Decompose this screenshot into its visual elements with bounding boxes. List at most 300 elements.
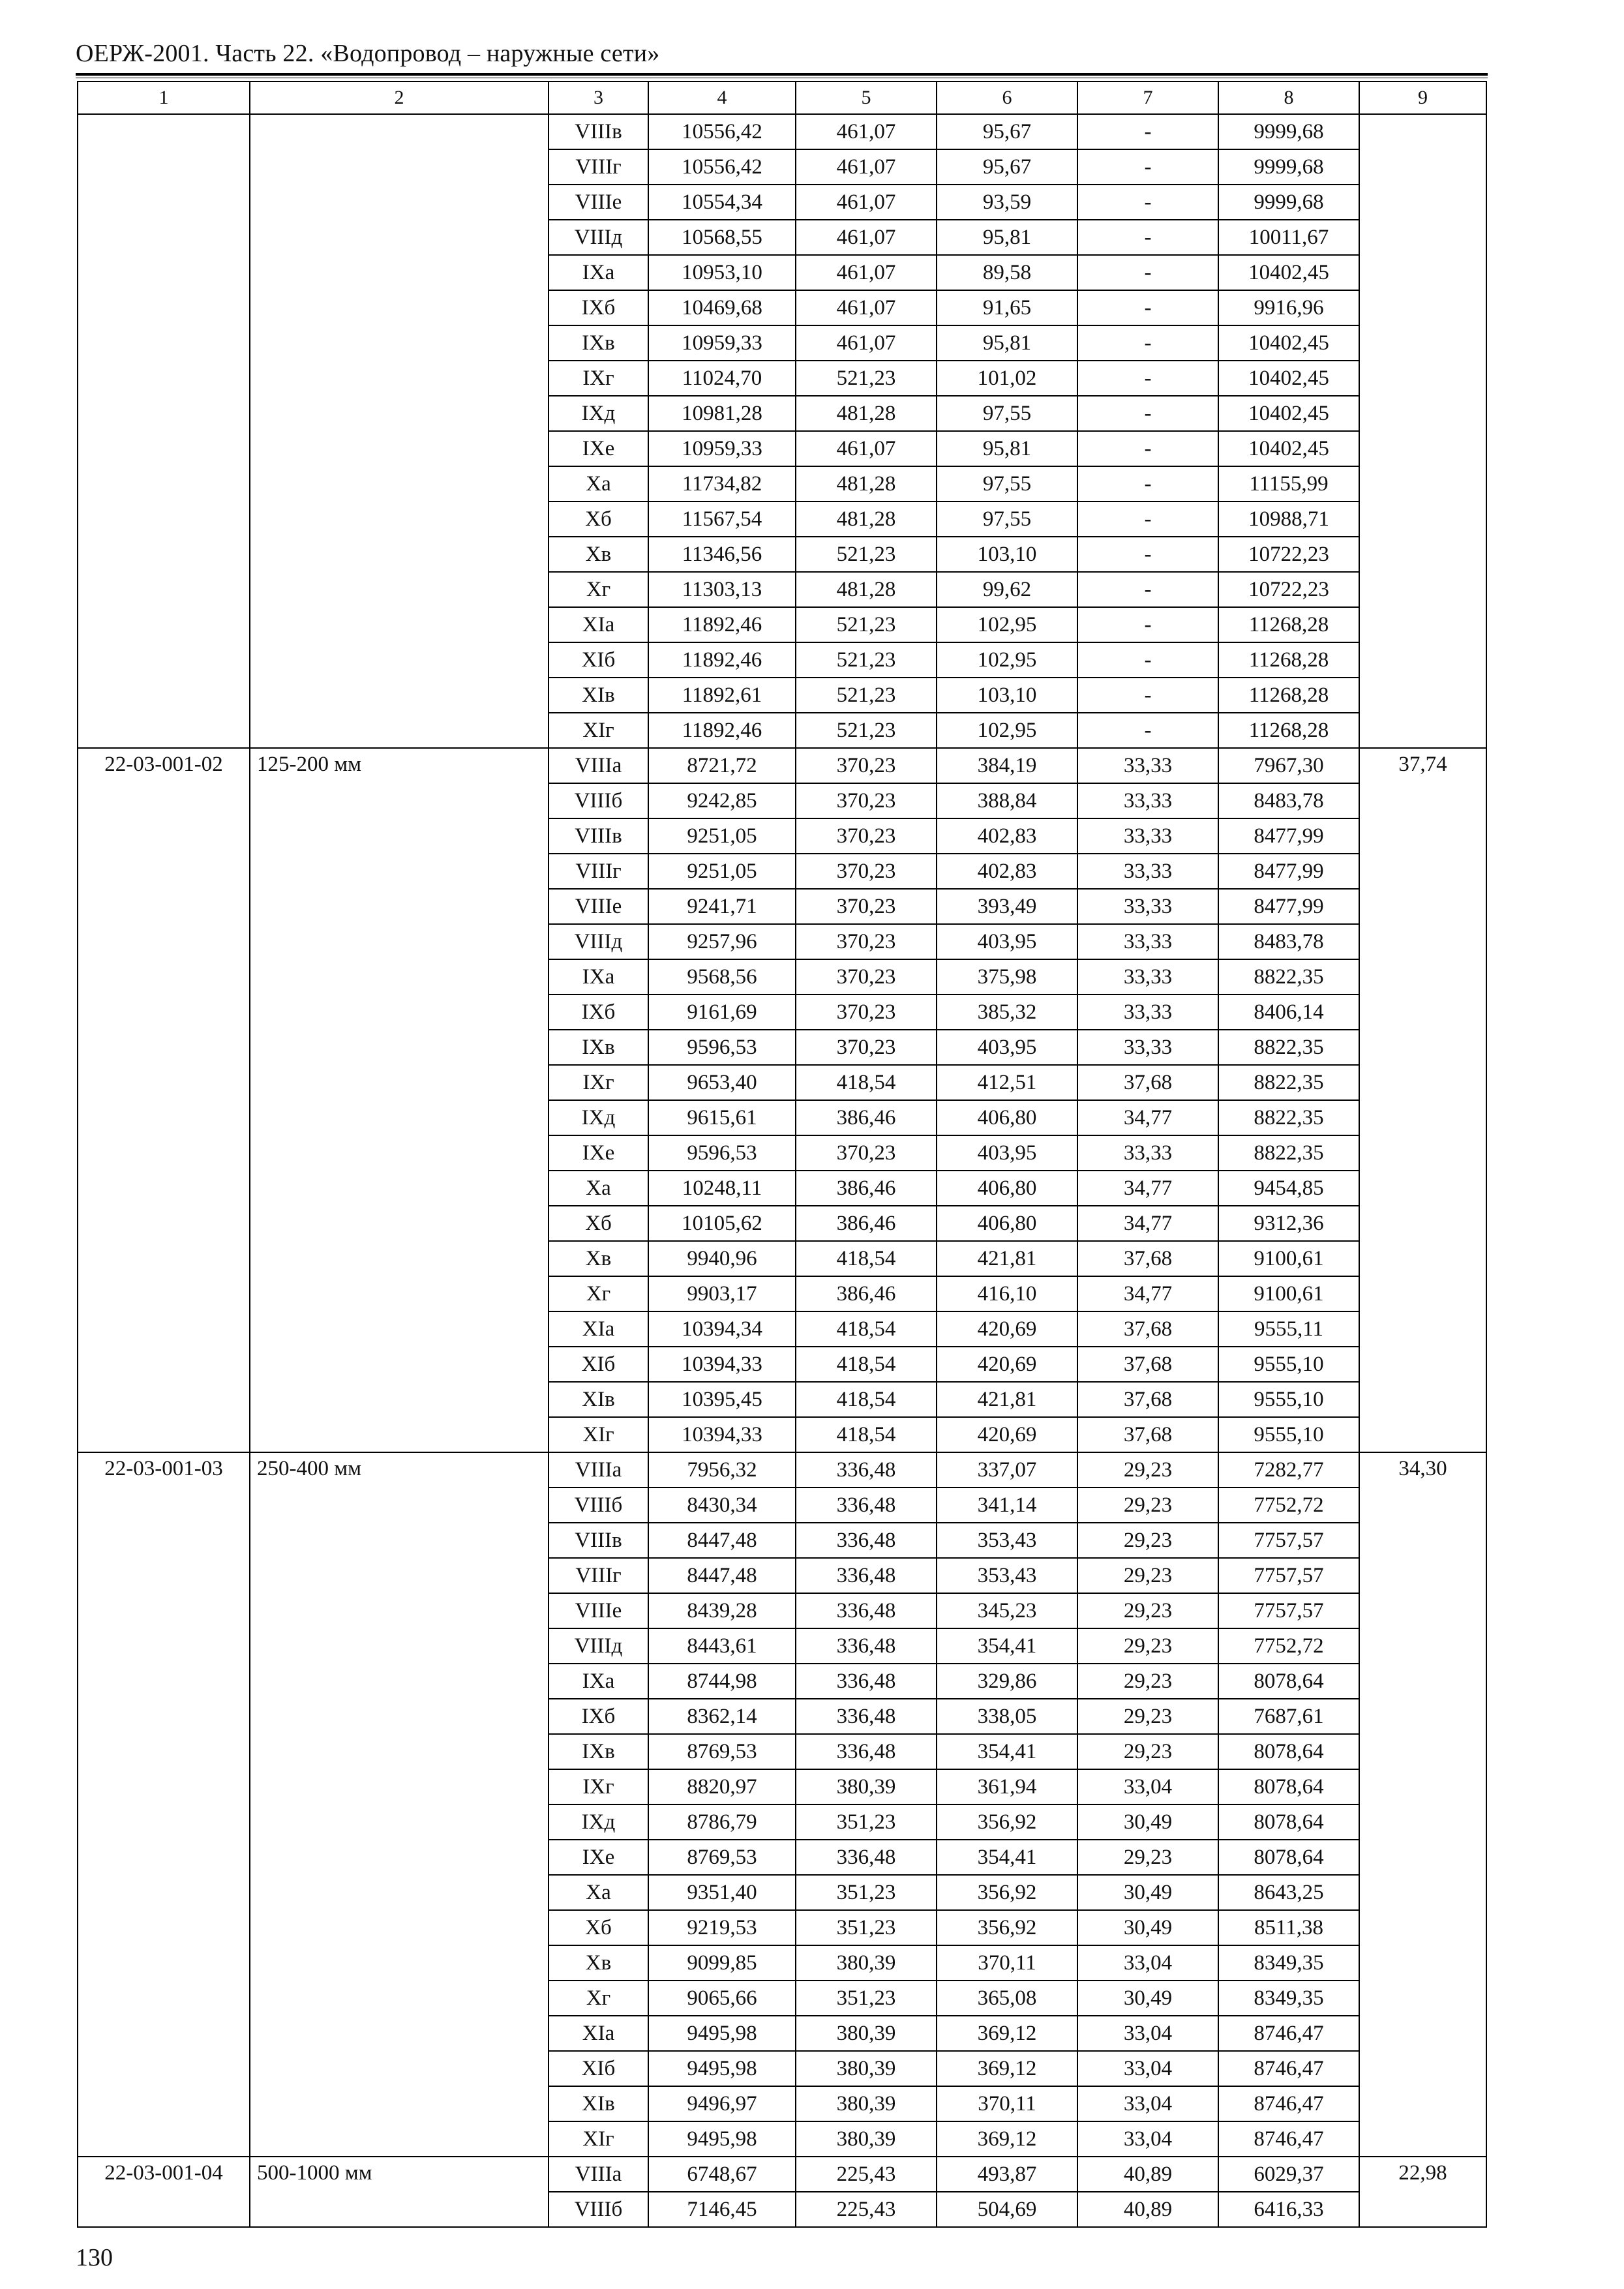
machines-cell: 365,08 [937, 1981, 1077, 2016]
operator-wages-cell: 33,04 [1077, 2016, 1218, 2051]
operator-wages-cell: 33,04 [1077, 2121, 1218, 2157]
zone-cell: XIг [549, 713, 648, 748]
materials-cell: 8746,47 [1218, 2051, 1359, 2086]
operator-wages-cell: 33,33 [1077, 783, 1218, 818]
zone-cell: IXб [549, 995, 648, 1030]
column-header: 3 [549, 82, 648, 114]
column-header: 1 [78, 82, 250, 114]
zone-cell: Xг [549, 1981, 648, 2016]
operator-wages-cell: 33,33 [1077, 1030, 1218, 1065]
pipe-diameter-cell: 125-200 мм [250, 748, 549, 1452]
materials-cell: 8483,78 [1218, 783, 1359, 818]
materials-cell: 8822,35 [1218, 1030, 1359, 1065]
total-cost-cell: 11892,46 [648, 607, 796, 642]
materials-cell: 10722,23 [1218, 572, 1359, 607]
zone-cell: VIIIб [549, 1488, 648, 1523]
operator-wages-cell: 33,33 [1077, 995, 1218, 1030]
operator-wages-cell: 29,23 [1077, 1628, 1218, 1664]
total-cost-cell: 10556,42 [648, 149, 796, 185]
materials-cell: 8746,47 [1218, 2121, 1359, 2157]
wages-cell: 225,43 [796, 2157, 937, 2192]
materials-cell: 9999,68 [1218, 114, 1359, 149]
operator-wages-cell: 29,23 [1077, 1699, 1218, 1734]
table-row [78, 114, 1486, 149]
machines-cell: 329,86 [937, 1664, 1077, 1699]
materials-cell: 8078,64 [1218, 1664, 1359, 1699]
zone-cell: IXг [549, 361, 648, 396]
wages-cell: 481,28 [796, 501, 937, 537]
wages-cell: 386,46 [796, 1100, 937, 1135]
total-cost-cell: 10394,34 [648, 1311, 796, 1347]
materials-cell: 10402,45 [1218, 396, 1359, 431]
machines-cell: 406,80 [937, 1206, 1077, 1241]
total-cost-cell: 9251,05 [648, 818, 796, 854]
materials-cell: 8078,64 [1218, 1769, 1359, 1804]
zone-cell: XIб [549, 1347, 648, 1382]
total-cost-cell: 9596,53 [648, 1135, 796, 1171]
total-cost-cell: 10394,33 [648, 1417, 796, 1452]
zone-cell: IXе [549, 1135, 648, 1171]
total-cost-cell: 9351,40 [648, 1875, 796, 1910]
operator-wages-cell: 34,77 [1077, 1171, 1218, 1206]
machines-cell: 95,67 [937, 114, 1077, 149]
zone-cell: Xа [549, 466, 648, 501]
materials-cell: 8349,35 [1218, 1945, 1359, 1981]
zone-cell: IXд [549, 1100, 648, 1135]
materials-cell: 10722,23 [1218, 537, 1359, 572]
machines-cell: 353,43 [937, 1558, 1077, 1593]
total-cost-cell: 9241,71 [648, 889, 796, 924]
operator-wages-cell: 33,04 [1077, 1769, 1218, 1804]
operator-wages-cell: 37,68 [1077, 1311, 1218, 1347]
total-cost-cell: 8443,61 [648, 1628, 796, 1664]
total-cost-cell: 8721,72 [648, 748, 796, 783]
operator-wages-cell: 29,23 [1077, 1734, 1218, 1769]
zone-cell: Xб [549, 1910, 648, 1945]
operator-wages-cell: 30,49 [1077, 1981, 1218, 2016]
materials-cell: 10402,45 [1218, 255, 1359, 290]
total-cost-cell: 10953,10 [648, 255, 796, 290]
materials-cell: 9555,11 [1218, 1311, 1359, 1347]
operator-wages-cell: 30,49 [1077, 1875, 1218, 1910]
total-cost-cell: 7956,32 [648, 1452, 796, 1488]
machines-cell: 385,32 [937, 995, 1077, 1030]
machines-cell: 406,80 [937, 1171, 1077, 1206]
zone-cell: VIIIд [549, 1628, 648, 1664]
wages-cell: 418,54 [796, 1417, 937, 1452]
machines-cell: 388,84 [937, 783, 1077, 818]
machines-cell: 97,55 [937, 466, 1077, 501]
machines-cell: 420,69 [937, 1417, 1077, 1452]
operator-wages-cell: - [1077, 431, 1218, 466]
materials-cell: 7282,77 [1218, 1452, 1359, 1488]
wages-cell: 380,39 [796, 2121, 937, 2157]
zone-cell: Xв [549, 1945, 648, 1981]
total-cost-cell: 9940,96 [648, 1241, 796, 1276]
machines-cell: 356,92 [937, 1910, 1077, 1945]
zone-cell: VIIIа [549, 2157, 648, 2192]
wages-cell: 481,28 [796, 466, 937, 501]
zone-cell: XIа [549, 607, 648, 642]
operator-wages-cell: 40,89 [1077, 2157, 1218, 2192]
materials-cell: 9100,61 [1218, 1276, 1359, 1311]
total-cost-cell: 8820,97 [648, 1769, 796, 1804]
zone-cell: IXв [549, 1734, 648, 1769]
zone-cell: Xа [549, 1171, 648, 1206]
total-cost-cell: 11734,82 [648, 466, 796, 501]
total-cost-cell: 11346,56 [648, 537, 796, 572]
machines-cell: 356,92 [937, 1804, 1077, 1840]
wages-cell: 481,28 [796, 572, 937, 607]
zone-cell: VIIIа [549, 748, 648, 783]
operator-wages-cell: - [1077, 114, 1218, 149]
zone-cell: IXг [549, 1769, 648, 1804]
machines-cell: 420,69 [937, 1311, 1077, 1347]
wages-cell: 521,23 [796, 607, 937, 642]
wages-cell: 418,54 [796, 1065, 937, 1100]
labor-cost-cell: 22,98 [1359, 2157, 1486, 2227]
operator-wages-cell: - [1077, 396, 1218, 431]
total-cost-cell: 10959,33 [648, 325, 796, 361]
zone-cell: VIIIв [549, 818, 648, 854]
zone-cell: VIIIб [549, 783, 648, 818]
materials-cell: 7967,30 [1218, 748, 1359, 783]
table-row [78, 2157, 1486, 2192]
operator-wages-cell: 29,23 [1077, 1523, 1218, 1558]
machines-cell: 93,59 [937, 185, 1077, 220]
operator-wages-cell: - [1077, 501, 1218, 537]
materials-cell: 9555,10 [1218, 1347, 1359, 1382]
pipe-diameter-cell: 250-400 мм [250, 1452, 549, 2157]
materials-cell: 8406,14 [1218, 995, 1359, 1030]
operator-wages-cell: - [1077, 185, 1218, 220]
zone-cell: VIIIа [549, 1452, 648, 1488]
machines-cell: 95,67 [937, 149, 1077, 185]
machines-cell: 354,41 [937, 1734, 1077, 1769]
total-cost-cell: 8786,79 [648, 1804, 796, 1840]
wages-cell: 370,23 [796, 1135, 937, 1171]
machines-cell: 345,23 [937, 1593, 1077, 1628]
materials-cell: 8511,38 [1218, 1910, 1359, 1945]
table-row [78, 748, 1486, 783]
total-cost-cell: 9495,98 [648, 2016, 796, 2051]
total-cost-cell: 8439,28 [648, 1593, 796, 1628]
materials-cell: 9999,68 [1218, 185, 1359, 220]
zone-cell: VIIIб [549, 2192, 648, 2227]
column-header: 6 [937, 82, 1077, 114]
machines-cell: 412,51 [937, 1065, 1077, 1100]
table-row [78, 1452, 1486, 1488]
machines-cell: 416,10 [937, 1276, 1077, 1311]
machines-cell: 353,43 [937, 1523, 1077, 1558]
machines-cell: 375,98 [937, 959, 1077, 995]
materials-cell: 10402,45 [1218, 325, 1359, 361]
materials-cell: 8078,64 [1218, 1734, 1359, 1769]
machines-cell: 403,95 [937, 1030, 1077, 1065]
wages-cell: 461,07 [796, 114, 937, 149]
wages-cell: 370,23 [796, 995, 937, 1030]
materials-cell: 8822,35 [1218, 1135, 1359, 1171]
total-cost-cell: 10105,62 [648, 1206, 796, 1241]
wages-cell: 461,07 [796, 255, 937, 290]
total-cost-cell: 10394,33 [648, 1347, 796, 1382]
operator-wages-cell: - [1077, 466, 1218, 501]
machines-cell: 354,41 [937, 1840, 1077, 1875]
zone-cell: Xв [549, 1241, 648, 1276]
wages-cell: 351,23 [796, 1910, 937, 1945]
machines-cell: 102,95 [937, 713, 1077, 748]
zone-cell: VIIIг [549, 1558, 648, 1593]
operator-wages-cell: 37,68 [1077, 1382, 1218, 1417]
zone-cell: VIIIв [549, 1523, 648, 1558]
wages-cell: 380,39 [796, 1945, 937, 1981]
zone-cell: Xв [549, 537, 648, 572]
zone-cell: IXв [549, 325, 648, 361]
rate-code-cell: 22-03-001-03 [78, 1452, 250, 2157]
operator-wages-cell: 30,49 [1077, 1804, 1218, 1840]
total-cost-cell: 8362,14 [648, 1699, 796, 1734]
zone-cell: VIIIд [549, 924, 648, 959]
materials-cell: 7757,57 [1218, 1558, 1359, 1593]
wages-cell: 521,23 [796, 361, 937, 396]
zone-cell: IXв [549, 1030, 648, 1065]
materials-cell: 9555,10 [1218, 1417, 1359, 1452]
machines-cell: 369,12 [937, 2016, 1077, 2051]
machines-cell: 406,80 [937, 1100, 1077, 1135]
zone-cell: Xб [549, 501, 648, 537]
materials-cell: 8822,35 [1218, 1100, 1359, 1135]
machines-cell: 102,95 [937, 607, 1077, 642]
operator-wages-cell: - [1077, 607, 1218, 642]
machines-cell: 341,14 [937, 1488, 1077, 1523]
total-cost-cell: 11303,13 [648, 572, 796, 607]
operator-wages-cell: - [1077, 149, 1218, 185]
wages-cell: 380,39 [796, 2051, 937, 2086]
column-header: 9 [1359, 82, 1486, 114]
total-cost-cell: 10395,45 [648, 1382, 796, 1417]
zone-cell: XIг [549, 2121, 648, 2157]
materials-cell: 9916,96 [1218, 290, 1359, 325]
zone-cell: Xг [549, 572, 648, 607]
operator-wages-cell: 29,23 [1077, 1664, 1218, 1699]
total-cost-cell: 11024,70 [648, 361, 796, 396]
operator-wages-cell: - [1077, 642, 1218, 678]
materials-cell: 7757,57 [1218, 1523, 1359, 1558]
operator-wages-cell: 37,68 [1077, 1065, 1218, 1100]
zone-cell: IXг [549, 1065, 648, 1100]
machines-cell: 103,10 [937, 678, 1077, 713]
operator-wages-cell: 33,33 [1077, 924, 1218, 959]
wages-cell: 461,07 [796, 290, 937, 325]
zone-cell: VIIIе [549, 1593, 648, 1628]
wages-cell: 336,48 [796, 1452, 937, 1488]
operator-wages-cell: 33,33 [1077, 889, 1218, 924]
pipe-diameter-cell: 500-1000 мм [250, 2157, 549, 2227]
wages-cell: 351,23 [796, 1875, 937, 1910]
machines-cell: 402,83 [937, 854, 1077, 889]
labor-cost-cell [1359, 114, 1486, 748]
materials-cell: 8483,78 [1218, 924, 1359, 959]
zone-cell: Xа [549, 1875, 648, 1910]
total-cost-cell: 9495,98 [648, 2051, 796, 2086]
materials-cell: 11268,28 [1218, 713, 1359, 748]
materials-cell: 8477,99 [1218, 818, 1359, 854]
total-cost-cell: 9219,53 [648, 1910, 796, 1945]
total-cost-cell: 8447,48 [648, 1558, 796, 1593]
total-cost-cell: 6748,67 [648, 2157, 796, 2192]
materials-cell: 8349,35 [1218, 1981, 1359, 2016]
header-rule [76, 73, 1488, 76]
total-cost-cell: 10554,34 [648, 185, 796, 220]
operator-wages-cell: 37,68 [1077, 1347, 1218, 1382]
column-header: 2 [250, 82, 549, 114]
wages-cell: 336,48 [796, 1558, 937, 1593]
operator-wages-cell: - [1077, 220, 1218, 255]
machines-cell: 101,02 [937, 361, 1077, 396]
wages-cell: 461,07 [796, 431, 937, 466]
total-cost-cell: 9568,56 [648, 959, 796, 995]
total-cost-cell: 10248,11 [648, 1171, 796, 1206]
wages-cell: 370,23 [796, 959, 937, 995]
wages-cell: 351,23 [796, 1981, 937, 2016]
wages-cell: 386,46 [796, 1276, 937, 1311]
zone-cell: IXб [549, 290, 648, 325]
machines-cell: 102,95 [937, 642, 1077, 678]
zone-cell: XIб [549, 2051, 648, 2086]
total-cost-cell: 10469,68 [648, 290, 796, 325]
wages-cell: 380,39 [796, 2016, 937, 2051]
wages-cell: 386,46 [796, 1171, 937, 1206]
operator-wages-cell: - [1077, 537, 1218, 572]
labor-cost-cell: 37,74 [1359, 748, 1486, 1452]
operator-wages-cell: - [1077, 361, 1218, 396]
materials-cell: 7752,72 [1218, 1488, 1359, 1523]
materials-cell: 8477,99 [1218, 854, 1359, 889]
operator-wages-cell: 33,04 [1077, 2051, 1218, 2086]
total-cost-cell: 9065,66 [648, 1981, 796, 2016]
total-cost-cell: 11892,46 [648, 713, 796, 748]
total-cost-cell: 9653,40 [648, 1065, 796, 1100]
total-cost-cell: 7146,45 [648, 2192, 796, 2227]
total-cost-cell: 8769,53 [648, 1840, 796, 1875]
zone-cell: VIIIг [549, 149, 648, 185]
wages-cell: 336,48 [796, 1523, 937, 1558]
rate-code-cell: 22-03-001-02 [78, 748, 250, 1452]
zone-cell: IXд [549, 1804, 648, 1840]
operator-wages-cell: 29,23 [1077, 1452, 1218, 1488]
column-header: 8 [1218, 82, 1359, 114]
materials-cell: 9999,68 [1218, 149, 1359, 185]
operator-wages-cell: 37,68 [1077, 1417, 1218, 1452]
page-number: 130 [76, 2244, 113, 2271]
operator-wages-cell: 33,33 [1077, 854, 1218, 889]
wages-cell: 461,07 [796, 149, 937, 185]
zone-cell: VIIIг [549, 854, 648, 889]
rates-table-wrapper [77, 81, 1487, 2228]
zone-cell: IXб [549, 1699, 648, 1734]
wages-cell: 521,23 [796, 642, 937, 678]
operator-wages-cell: 33,04 [1077, 2086, 1218, 2121]
zone-cell: Xг [549, 1276, 648, 1311]
zone-cell: XIа [549, 2016, 648, 2051]
materials-cell: 11268,28 [1218, 607, 1359, 642]
materials-cell: 7757,57 [1218, 1593, 1359, 1628]
materials-cell: 11155,99 [1218, 466, 1359, 501]
machines-cell: 384,19 [937, 748, 1077, 783]
machines-cell: 99,62 [937, 572, 1077, 607]
wages-cell: 336,48 [796, 1593, 937, 1628]
total-cost-cell: 10568,55 [648, 220, 796, 255]
machines-cell: 338,05 [937, 1699, 1077, 1734]
zone-cell: XIв [549, 1382, 648, 1417]
materials-cell: 8477,99 [1218, 889, 1359, 924]
operator-wages-cell: 34,77 [1077, 1100, 1218, 1135]
wages-cell: 418,54 [796, 1241, 937, 1276]
total-cost-cell: 9161,69 [648, 995, 796, 1030]
zone-cell: XIб [549, 642, 648, 678]
total-cost-cell: 9596,53 [648, 1030, 796, 1065]
machines-cell: 97,55 [937, 396, 1077, 431]
materials-cell: 8822,35 [1218, 959, 1359, 995]
materials-cell: 8746,47 [1218, 2016, 1359, 2051]
machines-cell: 493,87 [937, 2157, 1077, 2192]
wages-cell: 370,23 [796, 889, 937, 924]
wages-cell: 336,48 [796, 1664, 937, 1699]
total-cost-cell: 8744,98 [648, 1664, 796, 1699]
column-header: 5 [796, 82, 937, 114]
wages-cell: 351,23 [796, 1804, 937, 1840]
machines-cell: 97,55 [937, 501, 1077, 537]
zone-cell: XIа [549, 1311, 648, 1347]
zone-cell: IXе [549, 1840, 648, 1875]
materials-cell: 8746,47 [1218, 2086, 1359, 2121]
materials-cell: 9100,61 [1218, 1241, 1359, 1276]
operator-wages-cell: 29,23 [1077, 1840, 1218, 1875]
wages-cell: 370,23 [796, 783, 937, 818]
total-cost-cell: 9099,85 [648, 1945, 796, 1981]
materials-cell: 6416,33 [1218, 2192, 1359, 2227]
machines-cell: 369,12 [937, 2121, 1077, 2157]
column-header: 7 [1077, 82, 1218, 114]
operator-wages-cell: - [1077, 290, 1218, 325]
materials-cell: 10011,67 [1218, 220, 1359, 255]
zone-cell: VIIIе [549, 889, 648, 924]
operator-wages-cell: 30,49 [1077, 1910, 1218, 1945]
wages-cell: 521,23 [796, 537, 937, 572]
operator-wages-cell: 37,68 [1077, 1241, 1218, 1276]
wages-cell: 418,54 [796, 1347, 937, 1382]
total-cost-cell: 9242,85 [648, 783, 796, 818]
total-cost-cell: 8447,48 [648, 1523, 796, 1558]
machines-cell: 354,41 [937, 1628, 1077, 1664]
wages-cell: 461,07 [796, 325, 937, 361]
materials-cell: 8078,64 [1218, 1840, 1359, 1875]
machines-cell: 421,81 [937, 1241, 1077, 1276]
operator-wages-cell: 33,33 [1077, 959, 1218, 995]
total-cost-cell: 11567,54 [648, 501, 796, 537]
column-number-row [78, 82, 1486, 114]
machines-cell: 91,65 [937, 290, 1077, 325]
rate-code-cell [78, 114, 250, 748]
machines-cell: 370,11 [937, 2086, 1077, 2121]
zone-cell: IXа [549, 255, 648, 290]
wages-cell: 225,43 [796, 2192, 937, 2227]
materials-cell: 9555,10 [1218, 1382, 1359, 1417]
column-header: 4 [648, 82, 796, 114]
materials-cell: 8078,64 [1218, 1804, 1359, 1840]
wages-cell: 461,07 [796, 220, 937, 255]
operator-wages-cell: 29,23 [1077, 1558, 1218, 1593]
